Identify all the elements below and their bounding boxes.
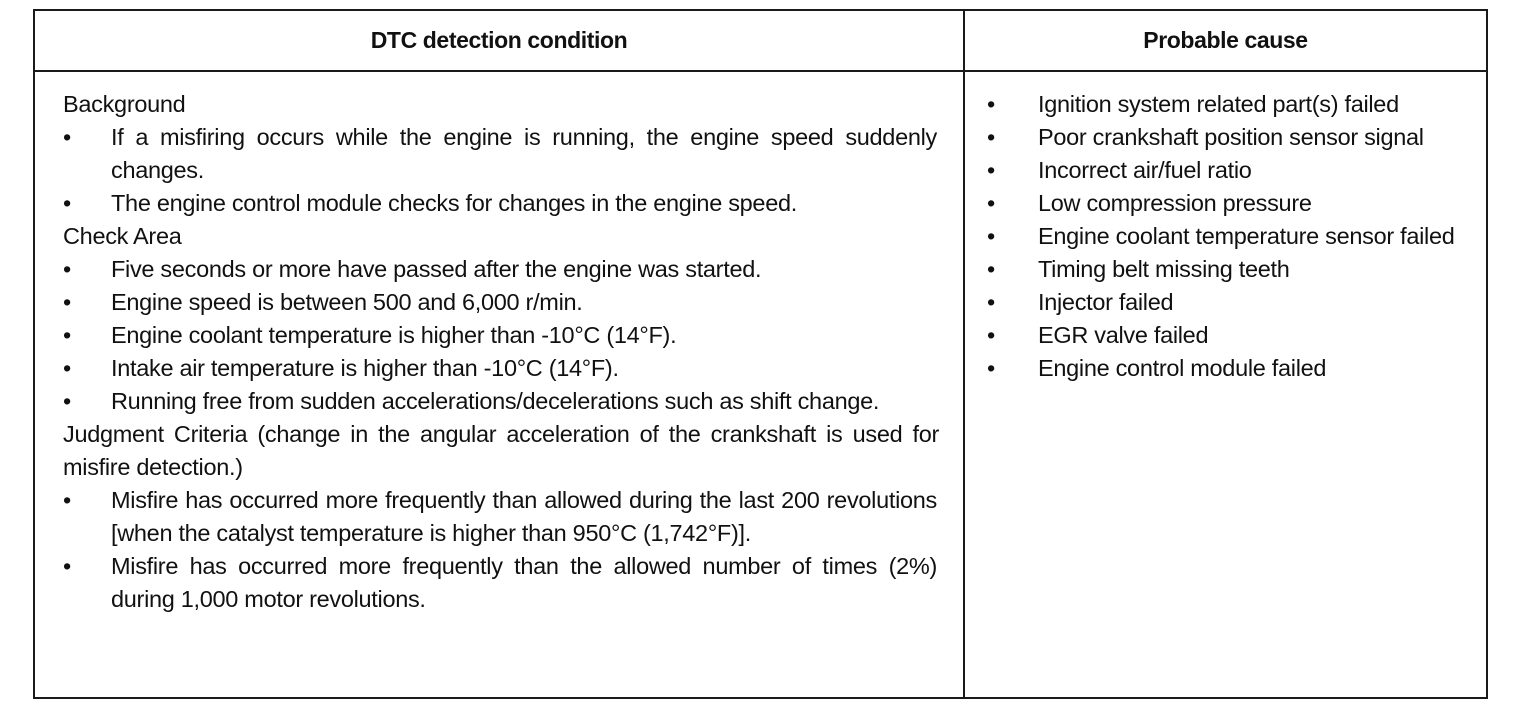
list-item: • Engine coolant temperature is higher than -10°C (14°F).	[63, 319, 963, 352]
bullet-icon: •	[987, 124, 995, 150]
bullet-icon: •	[63, 256, 71, 282]
probable-cause-cell	[965, 72, 1486, 697]
list-item: • Misfire has occurred more frequently than the allowed number of times (2%) during 1,000 motor revolutions.	[63, 550, 963, 616]
list-item: • If a misfiring occurs while the engine is running, the engine speed suddenly changes.	[63, 121, 963, 187]
list-item: • Injector failed	[987, 286, 1486, 319]
bullet-icon: •	[63, 190, 71, 216]
list-item: • EGR valve failed	[987, 319, 1486, 352]
bullet-icon: •	[987, 289, 995, 315]
list-item: • Engine control module failed	[987, 352, 1486, 385]
bullet-icon: •	[63, 553, 71, 579]
bullet-icon: •	[987, 355, 995, 381]
bullet-icon: •	[987, 256, 995, 282]
detection-condition-cell	[35, 72, 965, 697]
list-item: • Ignition system related part(s) failed	[987, 88, 1486, 121]
list-item: • The engine control module checks for changes in the engine speed.	[63, 187, 963, 220]
list-item: • Misfire has occurred more frequently than allowed during the last 200 revolutions [when the catalyst temperature is higher than 950°C (1,742°F)].	[63, 484, 963, 550]
bullet-icon: •	[63, 388, 71, 414]
check-area-title: Check Area	[63, 223, 182, 249]
bullet-icon: •	[987, 322, 995, 348]
bullet-icon: •	[987, 157, 995, 183]
bullet-icon: •	[987, 91, 995, 117]
bullet-icon: •	[63, 322, 71, 348]
bullet-icon: •	[63, 289, 71, 315]
list-item: • Poor crankshaft position sensor signal	[987, 121, 1486, 154]
list-item: • Intake air temperature is higher than -10°C (14°F).	[63, 352, 963, 385]
background-title: Background	[63, 91, 186, 117]
judgment-criteria-title: Judgment Criteria (change in the angular acceleration of the crankshaft is used for misfire detection.)	[63, 421, 939, 480]
header-dtc-detection-condition: DTC detection condition	[35, 11, 965, 72]
bullet-icon: •	[987, 190, 995, 216]
header-probable-cause: Probable cause	[965, 11, 1486, 72]
bullet-icon: •	[987, 223, 995, 249]
bullet-icon: •	[63, 124, 71, 150]
list-item: • Engine coolant temperature sensor failed	[987, 220, 1486, 253]
list-item: • Incorrect air/fuel ratio	[987, 154, 1486, 187]
list-item: • Engine speed is between 500 and 6,000 r/min.	[63, 286, 963, 319]
list-item: • Running free from sudden accelerations/decelerations such as shift change.	[63, 385, 963, 418]
list-item: • Timing belt missing teeth	[987, 253, 1486, 286]
dtc-table	[33, 9, 1488, 699]
list-item: • Low compression pressure	[987, 187, 1486, 220]
list-item: • Five seconds or more have passed after the engine was started.	[63, 253, 963, 286]
bullet-icon: •	[63, 355, 71, 381]
bullet-icon: •	[63, 487, 71, 513]
